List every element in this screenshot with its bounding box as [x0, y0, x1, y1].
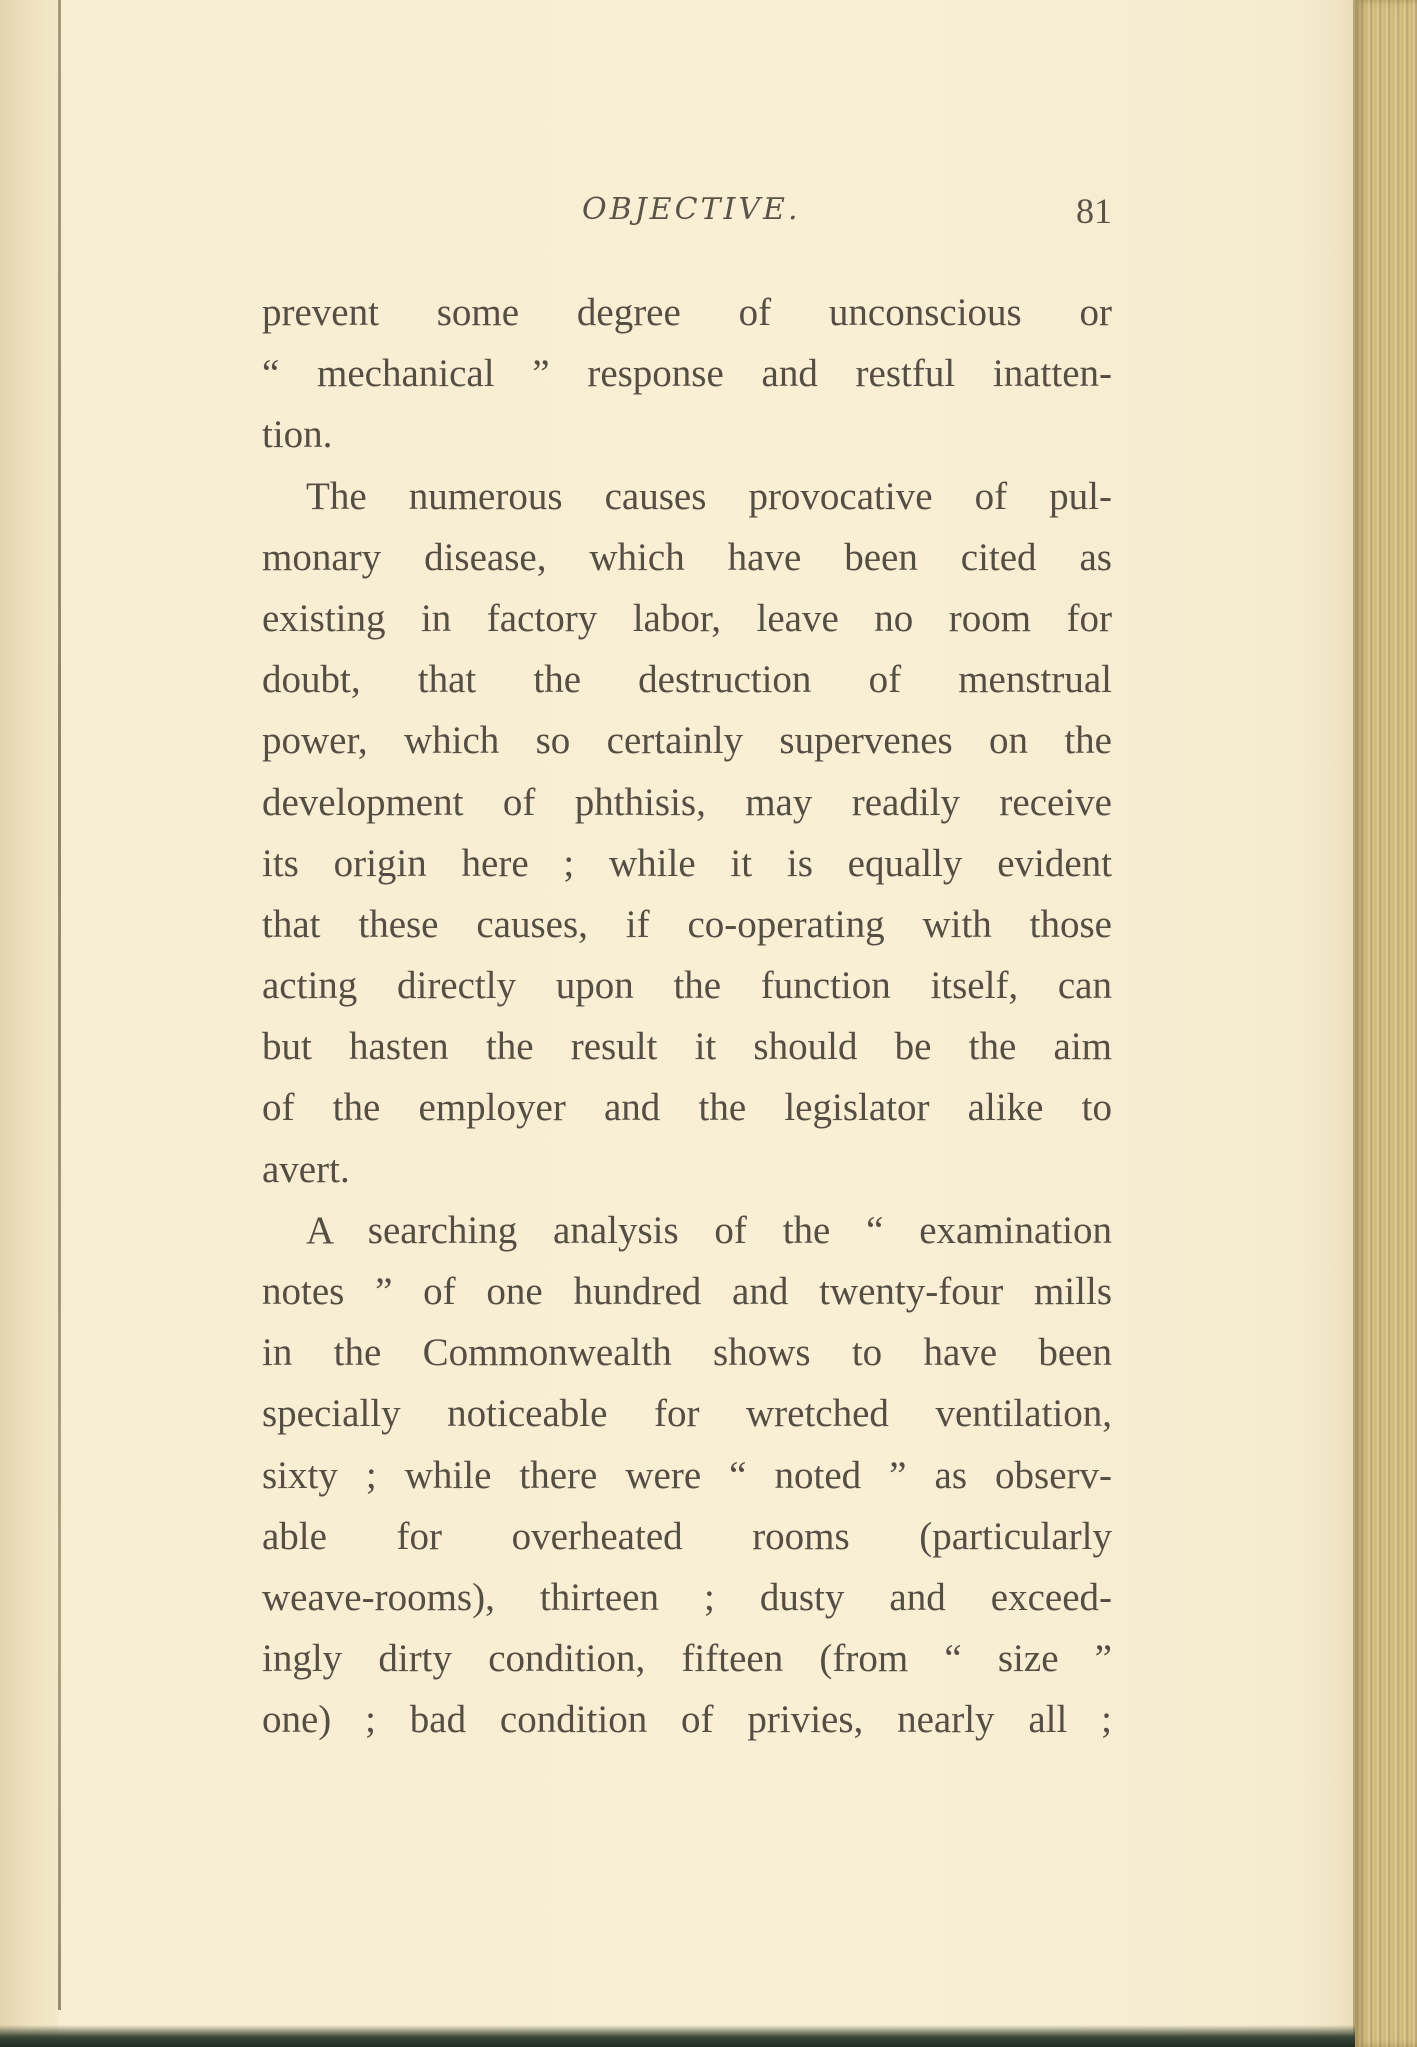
- text-line: existing in factory labor, leave no room for: [262, 596, 1112, 640]
- text-line: that these causes, if co-operating with those: [262, 902, 1112, 946]
- stacked-page-edges: [1355, 0, 1417, 2047]
- text-line: but hasten the result it should be the aim: [262, 1025, 1112, 1069]
- text-line: one) ; bad condition of privies, nearly all ;: [262, 1698, 1112, 1742]
- text-line: weave-rooms), thirteen ; dusty and exceed-: [262, 1575, 1112, 1619]
- text-line: in the Commonwealth shows to have been: [262, 1331, 1112, 1375]
- text-line: “ mechanical ” response and restful inatten-: [262, 352, 1112, 396]
- page-number: 81: [1076, 191, 1112, 231]
- text-line: prevent some degree of unconscious or: [262, 291, 1112, 334]
- text-line: acting directly upon the function itself, can: [262, 964, 1112, 1008]
- text-line: its origin here ; while it is equally evident: [262, 841, 1112, 885]
- body-text: [262, 282, 1112, 1751]
- text-line: doubt, that the destruction of menstrual: [262, 658, 1112, 702]
- text-line: The numerous causes provocative of pul-: [306, 474, 1112, 518]
- text-line: development of phthisis, may readily receive: [262, 780, 1112, 824]
- text-line: avert.: [262, 1147, 350, 1191]
- text-line: sixty ; while there were “ noted ” as observ-: [262, 1453, 1112, 1497]
- text-line: ingly dirty condition, fifteen (from “ size ”: [262, 1637, 1112, 1681]
- running-head-title: OBJECTIVE.: [582, 192, 801, 227]
- text-line: of the employer and the legislator alike to: [262, 1086, 1112, 1130]
- text-line: notes ” of one hundred and twenty-four mills: [262, 1270, 1112, 1313]
- text-line: monary disease, which have been cited as: [262, 535, 1112, 579]
- text-line: specially noticeable for wretched ventilation,: [262, 1392, 1112, 1436]
- text-line: power, which so certainly supervenes on the: [262, 719, 1112, 763]
- book-cover-edge: [0, 2025, 1355, 2047]
- binding-gutter: [58, 0, 61, 2010]
- binding-shadow: [0, 0, 58, 2047]
- text-line: tion.: [262, 413, 333, 457]
- text-line: A searching analysis of the “ examination: [306, 1208, 1112, 1252]
- running-head: [262, 192, 1112, 242]
- text-line: able for overheated rooms (particularly: [262, 1514, 1112, 1558]
